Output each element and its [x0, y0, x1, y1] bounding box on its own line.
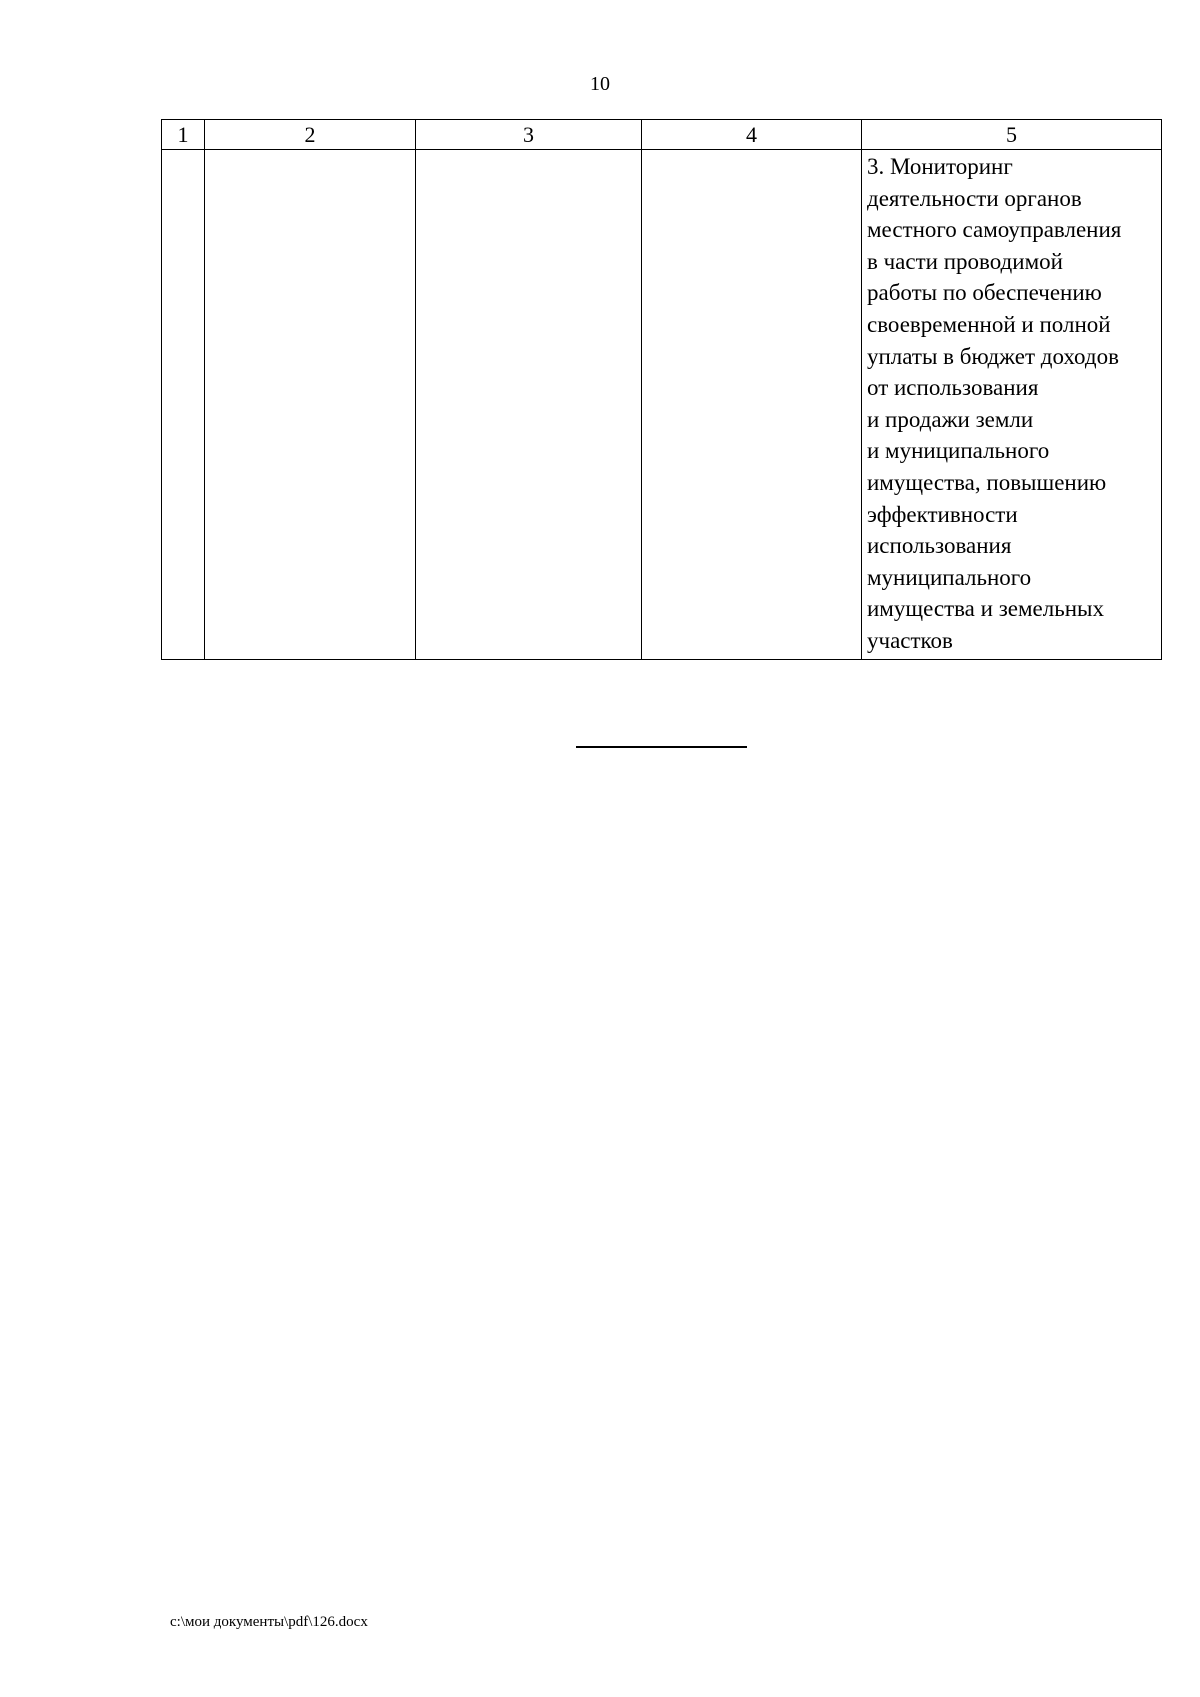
table-row [162, 150, 1162, 660]
cell-col-5 [862, 150, 1162, 660]
text-line: участков [867, 627, 953, 653]
header-row [162, 120, 1162, 150]
header-col-2: 2 [205, 120, 416, 150]
text-line: в части проводимой [867, 248, 1063, 274]
text-line: имущества и земельных [867, 596, 1104, 622]
cell-col-2 [205, 150, 416, 660]
cell-col-4 [642, 150, 862, 660]
text-line: деятельности органов [867, 185, 1082, 211]
file-path-footer: c:\мои документы\pdf\126.docx [170, 1614, 368, 1630]
data-table [161, 119, 1162, 660]
text-line: своевременной и полной [867, 311, 1111, 337]
text-line: от использования [867, 375, 1039, 401]
cell-col-1 [162, 150, 205, 660]
text-line: имущества, повышению [867, 469, 1107, 495]
text-line: использования [867, 533, 1012, 559]
cell-col-3 [416, 150, 642, 660]
header-col-1: 1 [162, 120, 205, 150]
text-line: муниципального [867, 564, 1032, 590]
text-line: эффективности [867, 501, 1018, 527]
end-of-document-rule [576, 746, 747, 748]
header-col-4: 4 [642, 120, 862, 150]
header-col-5: 5 [862, 120, 1162, 150]
text-line: 3. Мониторинг [867, 154, 1013, 179]
text-line: и продажи земли [867, 406, 1034, 432]
text-line: работы по обеспечению [867, 280, 1102, 306]
header-col-3: 3 [416, 120, 642, 150]
text-line: местного самоуправления [867, 217, 1122, 243]
text-line: уплаты в бюджет доходов [867, 343, 1119, 369]
page-number: 10 [590, 73, 610, 95]
text-line: и муниципального [867, 438, 1050, 464]
measure-description [862, 150, 1161, 659]
